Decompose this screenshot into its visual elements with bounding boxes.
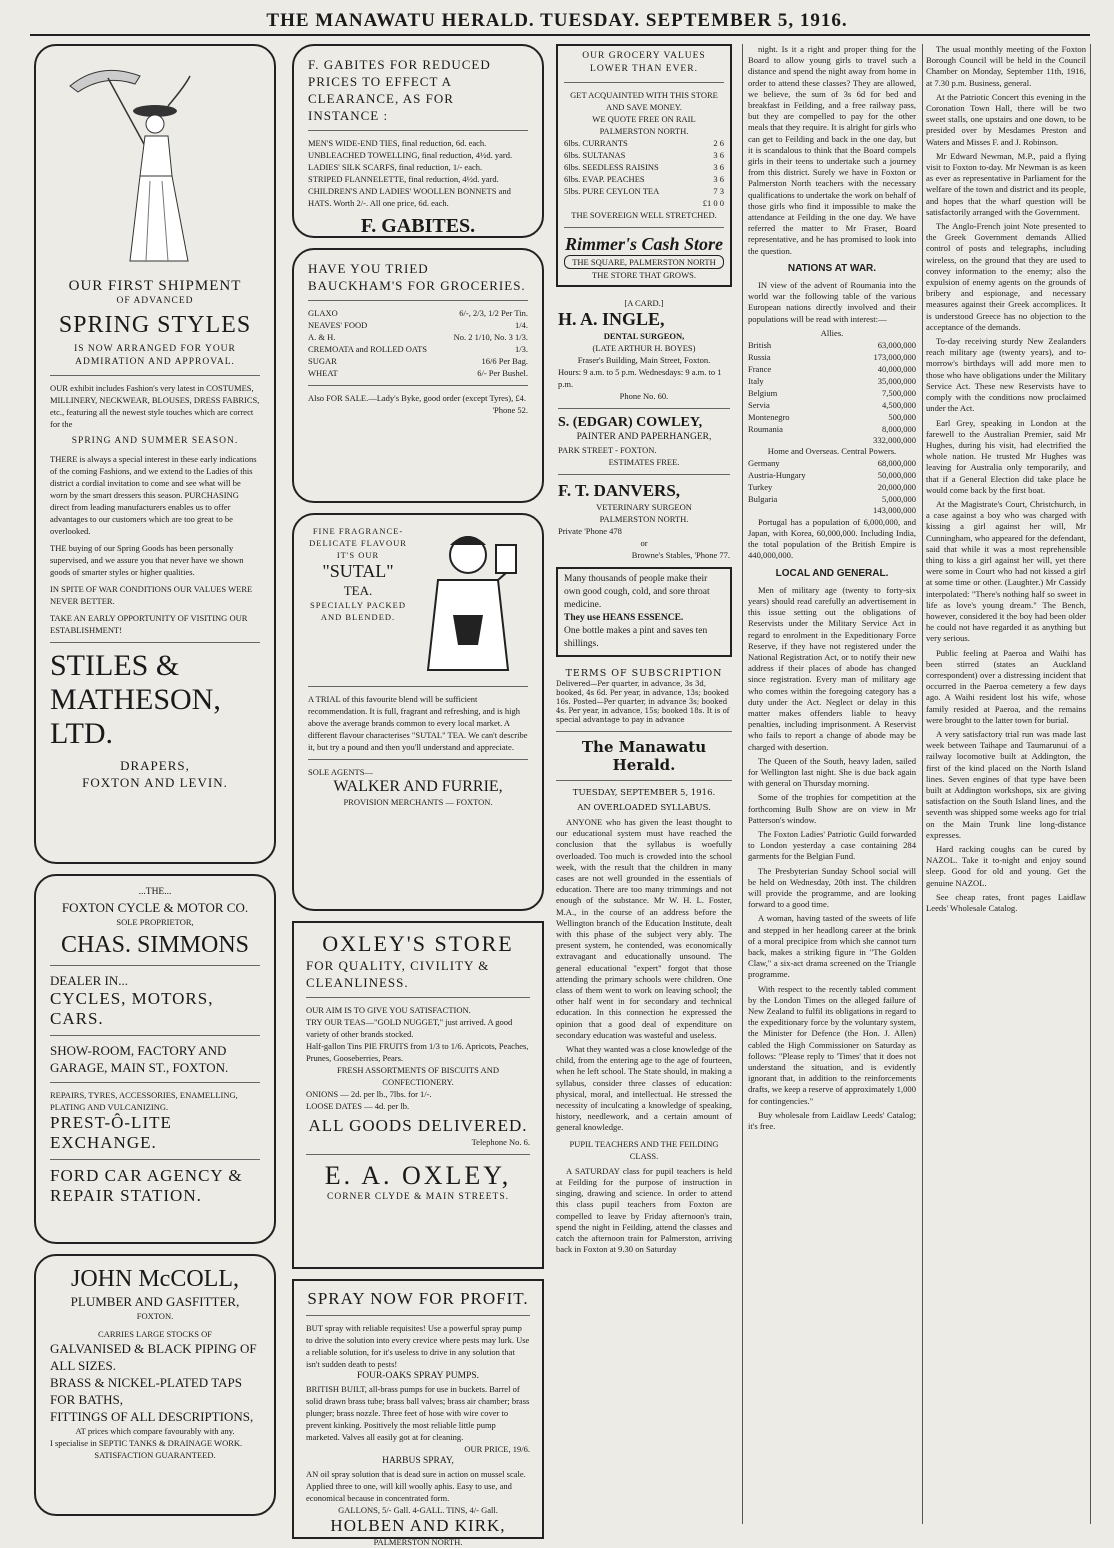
column-2 bbox=[292, 44, 544, 1547]
spray-ad bbox=[292, 1279, 544, 1547]
oxley-fruit: Half-gallon Tins PIE FRUITS from 1/3 to 1/6. Apricots, Peaches, Prunes, Gooseberries, Pears. bbox=[306, 1041, 529, 1063]
price-row bbox=[564, 137, 724, 149]
row-value: 63,000,000 bbox=[877, 340, 916, 351]
gabites-item-4: STRIPED FLANNELETTE, final reduction, 4½d. yard. bbox=[308, 174, 499, 184]
oxley-address: CORNER CLYDE & MAIN STREETS. bbox=[327, 1192, 509, 1202]
price-row bbox=[748, 469, 916, 481]
col5-para-3: Mr Edward Newman, M.P., paid a flying visit to Foxton to-day. Mr Newman is as keen as ever as representative in Parliament for the welfare of the town and district and its people, and hopes that the wharf question will be satisfactorily arranged with the Government. bbox=[926, 150, 1086, 217]
oxley-onions: ONIONS — 2d. per lb., 7lbs. for 1/-. bbox=[306, 1089, 432, 1099]
spray-pumps-heading: FOUR-OAKS SPRAY PUMPS. bbox=[356, 1371, 480, 1381]
row-value: 5,000,000 bbox=[882, 494, 916, 505]
row-label: 6lbs. SULTANAS bbox=[564, 150, 626, 160]
cycle-line-8: REPAIRS, TYRES, ACCESSORIES, ENAMELLING, PLATING AND VULCANIZING. bbox=[50, 1090, 238, 1112]
row-label: Belgium bbox=[748, 388, 778, 399]
bauckham-sale: Also FOR SALE.—Lady's Byke, good order (except Tyres), £4. bbox=[308, 393, 526, 403]
row-value: 173,000,000 bbox=[873, 352, 916, 363]
pupil-heading: PUPIL TEACHERS AND THE FEILDING CLASS. bbox=[569, 1138, 719, 1161]
ingle-hours: Hours: 9 a.m. to 5 p.m. Wednesdays: 9 a.m. to 1 p.m. bbox=[558, 367, 722, 389]
cycle-line-7: SHOW-ROOM, FACTORY AND GARAGE, MAIN ST., FOXTON. bbox=[50, 1043, 229, 1075]
sutal-tea: TEA. bbox=[343, 583, 373, 598]
column-1 bbox=[34, 44, 276, 1529]
col5-para-7: At the Magistrate's Court, Christchurch, in a case against a boy who was charged with kissing a girl against her will, Mr Cunningham, who appeared for the defendant, said that while it was a most reprehensible thing to kiss a girl against her will, yet there were some in Court who had not kissed a girl at some time or other. (Laughter.) Mr Cassidy interpolated: "There's nothing half so sweet in life as love's young dream." The Bench, however, considered it the boy had been older he could not have regarded it as anything but very serious. bbox=[926, 498, 1086, 644]
price-row bbox=[308, 367, 528, 379]
price-row bbox=[748, 423, 916, 435]
row-label: CREMOATA and ROLLED OATS bbox=[308, 344, 428, 354]
heans-essence-ad bbox=[556, 567, 732, 657]
gabites-ad bbox=[292, 44, 544, 238]
rimmers-tagline: THE STORE THAT GROWS. bbox=[592, 270, 696, 280]
row-label: WHEAT bbox=[308, 368, 338, 378]
gabites-heading: F. GABITES FOR REDUCED PRICES TO EFFECT A CLEARANCE, AS FOR INSTANCE : bbox=[308, 57, 491, 123]
row-label: 6lbs. SEEDLESS RAISINS bbox=[564, 162, 659, 172]
row-label: 5lbs. PURE CEYLON TEA bbox=[564, 186, 660, 196]
row-label: SUGAR bbox=[308, 356, 337, 366]
editorial-para-3: A SATURDAY class for pupil teachers is held at Feilding for the purpose of instruction in singing, drawing and science. In order to attend this class pupil teachers from Foxton are compelled to leave by Friday afternoon's train, spend the night in Feilding, attend the classes and catch the afternoon train for Palmerston, arriving back in Foxton at 9.30 on Saturday bbox=[556, 1165, 732, 1255]
spray-gallons: GALLONS, 5/- Gall. 4-GALL. TINS, 4/- Gall. bbox=[338, 1505, 498, 1515]
row-value: 16/6 Per Bag. bbox=[481, 356, 528, 366]
col4-para-10: With respect to the recently tabled comment by the London Times on the alleged failure of New Zealand to fulfil its obligations in regard to the expeditionary force by the voluntary system, the Minister for Defence (the Hon. J. Allen) cabled the High Commissioner on Saturday as follows: "Please reply to 'Times' that it does not understand the situation, and is evidently ignorant that, in addition to the reinforcements drafts, we keep a reserve of approximately 1,000 for contingencies." bbox=[748, 983, 916, 1106]
cycle-line-5: DEALER IN... bbox=[50, 973, 128, 988]
row-label: Montenegro bbox=[748, 412, 790, 423]
paper-date: TUESDAY, SEPTEMBER 5, 1916. bbox=[572, 788, 716, 798]
sutal-agent-firm: WALKER AND FURRIE, bbox=[333, 778, 503, 795]
spray-para-1: BUT spray with reliable requisites! Use a powerful spray pump to drive the solution into every crevice where pests may lurk. Use a reliable solution, for it's useless to drive in any solution that isn't sudden death to pests! bbox=[306, 1323, 530, 1369]
ingle-phone: Phone No. 60. bbox=[619, 391, 669, 401]
mccoll-line-10: SATISFACTION GUARANTEED. bbox=[94, 1450, 216, 1460]
mccoll-line-5: GALVANISED & BLACK PIPING OF ALL SIZES. bbox=[50, 1341, 257, 1373]
row-label: 6lbs. CURRANTS bbox=[564, 138, 628, 148]
price-row bbox=[308, 307, 528, 319]
nations-at-war-heading: NATIONS AT WAR. bbox=[787, 262, 877, 274]
col4-para-11: Buy wholesale from Laidlaw Leeds' Catalog; it's free. bbox=[748, 1109, 916, 1132]
cycle-line-2: FOXTON CYCLE & MOTOR CO. bbox=[61, 900, 249, 915]
cycle-line-10: FORD CAR AGENCY & REPAIR STATION. bbox=[50, 1166, 243, 1205]
oxley-name: E. A. OXLEY, bbox=[324, 1161, 512, 1190]
danvers-town: PALMERSTON NORTH. bbox=[599, 514, 689, 524]
cowley-estimates: ESTIMATES FREE. bbox=[608, 457, 680, 467]
sutal-line-5: SPECIALLY PACKED AND BLENDED. bbox=[310, 600, 406, 622]
row-label: Roumania bbox=[748, 424, 783, 435]
row-label: Servia bbox=[748, 400, 770, 411]
row-label: Germany bbox=[748, 458, 780, 469]
spray-firm: HOLBEN AND KIRK, bbox=[330, 1516, 506, 1535]
bauckham-heading: HAVE YOU TRIED BAUCKHAM'S FOR GROCERIES. bbox=[308, 261, 526, 293]
ingle-late: (LATE ARTHUR H. BOYES) bbox=[592, 343, 696, 353]
stiles-matheson-ad bbox=[34, 44, 276, 864]
price-row bbox=[748, 339, 916, 351]
col5-para-11: See cheap rates, front pages Laidlaw Leeds' Wholesale Catalog. bbox=[926, 891, 1086, 914]
firm-line-3: DRAPERS, bbox=[120, 758, 190, 773]
col5-para-2: At the Patriotic Concert this evening in the Coronation Town Hall, there will be two sweet stalls, one upstairs and one down, to be presided over by Mesdames Preston and Waters and Misses F. and J. Robinson. bbox=[926, 91, 1086, 147]
row-label: A. & H. bbox=[308, 332, 336, 342]
danvers-phone-1: Private 'Phone 478 bbox=[558, 526, 622, 536]
gabites-item-2: UNBLEACHED TOWELLING, final reduction, 4½d. yard. bbox=[308, 150, 513, 160]
grocery-foot: THE SOVEREIGN WELL STRETCHED. bbox=[571, 210, 717, 220]
row-value: 7,500,000 bbox=[882, 388, 916, 399]
oxley-telephone: Telephone No. 6. bbox=[471, 1137, 530, 1147]
rimmers-logo: Rimmer's Cash Store bbox=[564, 234, 724, 254]
editorial-para-2: What they wanted was a close knowledge of the child, from the entering age to the age of fourteen, when he left school. The State should, in making a syllabus, consider three classes of education: physical, moral, and intellectual. He stressed the necessity of inculcating a knowledge of speaking, history, needlework, and a certain amount of general knowledge. bbox=[556, 1044, 732, 1133]
rimmers-address: THE SQUARE, PALMERSTON NORTH bbox=[564, 255, 724, 269]
sutal-agent-address: PROVISION MERCHANTS — FOXTON. bbox=[343, 797, 493, 807]
spray-heading: SPRAY NOW FOR PROFIT. bbox=[307, 1289, 529, 1308]
ingle-name: H. A. INGLE, bbox=[558, 309, 665, 329]
price-row bbox=[564, 149, 724, 161]
col4-para-6: Some of the trophies for competition at the forthcoming Bulb Show are on view in Mr Patterson's window. bbox=[748, 792, 916, 825]
col4-para-4: Men of military age (twenty to forty-six years) should read carefully an advertisement in this issue setting out the obligations of Reservists under the Military Service Act in regard to enrolment in the Expeditionary Force Reserve, if they have not registered under the National Registration Act, or to notify their new address if their places of abode has changed since registration. Every man of military age who comes within the foregoing category has a duty under the Act. Neglect or delay in this matter makes offenders liable to heavy penalties, including imprisonment. A Reservist who fails to report a change of abode may be charged with desertion. bbox=[748, 584, 916, 752]
row-value: 20,000,000 bbox=[877, 482, 916, 493]
gabites-item-1: MEN'S WIDE-END TIES, final reduction, 6d. each. bbox=[308, 138, 487, 148]
cycle-line-1: ...THE... bbox=[138, 887, 172, 897]
allies-heading: Allies. bbox=[820, 327, 844, 338]
sutal-description: A TRIAL of this favourite blend will be sufficient recommendation. It is full, fragrant and refreshing, and is high above the average brands common to every local market. A different flavour characterises "SUTAL" TEA. We can't describe it, but try a pound and then you'll understand and appreciate. bbox=[308, 694, 528, 752]
col4-para-1: night. Is it a right and proper thing for the Board to allow young girls to travel such a distance and spend the night away from home in order to attend these classes? They are allowed, we believe, the sum of 3s 6d for bed and breakfast in Feilding, and a free railway pass, but they are compelled to pay for the other meals that they require. It is alright for girls who can get to Feilding and back in the one day, but it is scandalous to think that the Board compels girls in their teens to undertake such a journey from this district. Surely we have in Foxton or Palmerston North teachers with the necessary qualifications to undertake the work on behalf of those girls who find it impossible to make the attendance at Feilding in the one day. We have referred the matter to Mr Fraser, Board representative, and he has promised to look into the question. bbox=[748, 44, 916, 256]
danvers-phone-3: Browne's Stables, 'Phone 77. bbox=[631, 550, 730, 560]
harbus-heading: HARBUS SPRAY, bbox=[382, 1456, 454, 1466]
oxley-heading: OXLEY'S STORE bbox=[322, 931, 514, 956]
spray-para-2: BRITISH BUILT, all-brass pumps for use in buckets. Barrel of solid drawn brass tube; brass ball valves; brass air chamber; brass plunger; brass nozzle. Three feet of hose with wire cover to prevent kinking. Positively the most reliable little pump marketed. Valves all easily got at for cleaning. bbox=[306, 1384, 530, 1442]
price-row bbox=[308, 331, 528, 343]
grocery-para-1: GET ACQUAINTED WITH THIS STORE AND SAVE MONEY. bbox=[570, 90, 718, 112]
oxley-slogan: FOR QUALITY, CIVILITY & CLEANLINESS. bbox=[306, 958, 490, 990]
firm-line-1: STILES & bbox=[50, 649, 180, 682]
sutal-line-2: IT'S OUR bbox=[336, 550, 380, 560]
row-value: 1/3. bbox=[515, 344, 528, 354]
column-5-text-body bbox=[926, 44, 1086, 1529]
mccoll-line-4: CARRIES LARGE STOCKS OF bbox=[98, 1329, 212, 1339]
gabites-item-3: LADIES' SILK SCARFS, final reduction, 1/- each. bbox=[308, 162, 483, 172]
cycle-line-6: CYCLES, MOTORS, CARS. bbox=[50, 989, 214, 1028]
row-value: 4,500,000 bbox=[882, 400, 916, 411]
allies-table bbox=[748, 339, 916, 435]
row-value: 6/-, 2/3, 1/2 Per Tin. bbox=[459, 308, 528, 318]
local-general-heading: LOCAL AND GENERAL. bbox=[775, 567, 889, 579]
spring-para-5: IN SPITE OF WAR CONDITIONS OUR VALUES WERE NEVER BETTER. bbox=[50, 584, 253, 606]
mccoll-ad bbox=[34, 1254, 276, 1516]
ingle-title: DENTAL SURGEON, bbox=[603, 331, 685, 341]
row-label: 6lbs. EVAP. PEACHES bbox=[564, 174, 645, 184]
row-label: Russia bbox=[748, 352, 771, 363]
grocery-total: £1 0 0 bbox=[702, 198, 724, 208]
terms-heading: TERMS OF SUBSCRIPTION bbox=[565, 668, 723, 679]
row-value: 3 6 bbox=[713, 174, 724, 184]
price-row bbox=[308, 319, 528, 331]
row-value: 35,000,000 bbox=[877, 376, 916, 387]
grocery-heading: OUR GROCERY VALUES LOWER THAN EVER. bbox=[582, 51, 706, 74]
firm-line-2: MATHESON, LTD. bbox=[50, 683, 221, 750]
row-label: NEAVES' FOOD bbox=[308, 320, 368, 330]
row-label: Italy bbox=[748, 376, 764, 387]
bauckham-ad bbox=[292, 248, 544, 503]
oxley-store-ad bbox=[292, 921, 544, 1269]
danvers-title: VETERINARY SURGEON bbox=[596, 502, 692, 512]
bauckham-phone: 'Phone 52. bbox=[492, 405, 528, 415]
sutal-tea-ad bbox=[292, 513, 544, 911]
col4-para-9: A woman, having tasted of the sweets of life and stepped in her headlong career at the brink of a moral precipice from which she cannot turn back, makes a striking figure in "The Golden Claw," a six-act drama screened on the Triangle programme. bbox=[748, 913, 916, 980]
fashion-illustration bbox=[50, 56, 260, 266]
oxley-fresh: FRESH ASSORTMENTS OF BISCUITS AND CONFECTIONERY. bbox=[337, 1065, 499, 1087]
editorial-body bbox=[556, 817, 732, 1255]
row-value: 50,000,000 bbox=[877, 470, 916, 481]
editorial-heading: AN OVERLOADED SYLLABUS. bbox=[577, 803, 711, 813]
row-label: France bbox=[748, 364, 772, 375]
spray-address: PALMERSTON NORTH. bbox=[373, 1537, 463, 1547]
central-heading: Home and Overseas. Central Powers. bbox=[767, 446, 897, 457]
row-label: Austria-Hungary bbox=[748, 470, 806, 481]
central-total: 143,000,000 bbox=[873, 505, 916, 516]
spray-para-3: AN oil spray solution that is dead sure in action on mussel scale. Applied three to one, will kill woolly aphis. Easy to use, and economical because in concentrated form. bbox=[306, 1469, 526, 1503]
cycle-proprietor: CHAS. SIMMONS bbox=[60, 932, 250, 958]
masthead: THE MANAWATU HERALD. TUESDAY. SEPTEMBER 5, 1916. bbox=[266, 10, 848, 31]
mccoll-name: JOHN McCOLL, bbox=[71, 1266, 239, 1292]
spring-line-5: ADMIRATION AND APPROVAL. bbox=[75, 357, 235, 367]
col5-para-9: A very satisfactory trial run was made last week between Taihape and Taumarunui of a railway locomotive built at Addington, the first of the kind placed on the North Island lines. Seven engines of that type have been built at Addington workshops, six are giving satisfaction on the South Island lines, and the seventh was shipped some weeks ago for trial on the Main Trunk line long-distance expresses. bbox=[926, 728, 1086, 840]
central-table bbox=[748, 457, 916, 505]
ingle-card-label: [A CARD.] bbox=[624, 298, 664, 308]
spring-para-6: TAKE AN EARLY OPPORTUNITY OF VISITING OUR ESTABLISHMENT! bbox=[50, 613, 248, 635]
tea-figure-illustration bbox=[408, 525, 528, 680]
cycle-line-9: PREST-Ô-LITE EXCHANGE. bbox=[50, 1113, 172, 1152]
ingle-address: Fraser's Building, Main Street, Foxton. bbox=[577, 355, 711, 365]
mccoll-line-9: I specialise in SEPTIC TANKS & DRAINAGE WORK. bbox=[50, 1438, 243, 1448]
row-label: British bbox=[748, 340, 772, 351]
cowley-name: S. (EDGAR) COWLEY, bbox=[558, 415, 703, 430]
bauckham-price-list bbox=[308, 307, 528, 379]
row-value: 2 6 bbox=[713, 138, 724, 148]
price-row bbox=[748, 411, 916, 423]
spring-season: SPRING AND SUMMER SEASON. bbox=[71, 436, 239, 446]
firm-line-4: FOXTON AND LEVIN. bbox=[82, 775, 228, 790]
mccoll-line-8: AT prices which compare favourably with any. bbox=[75, 1426, 235, 1436]
spring-styles-heading: SPRING STYLES bbox=[58, 312, 252, 338]
heans-line-3: One bottle makes a pint and saves ten shillings. bbox=[564, 626, 708, 649]
spring-line-2: OF ADVANCED bbox=[116, 296, 194, 306]
col5-para-4: The Anglo-French joint Note presented to the Greek Government demands Allied control of posts and telegraphs, including wireless, on the ground that they are used to convey information to the enemy; also the expulsion of enemy agents on the grounds of bribery and espionage, and necessary measures against their Greek accomplices. It is understood Greece has no objection to the acceptance of the demands. bbox=[926, 221, 1086, 332]
row-label: Turkey bbox=[748, 482, 773, 493]
danvers-name: F. T. DANVERS, bbox=[558, 481, 681, 500]
heans-line-2: They use HEANS ESSENCE. bbox=[564, 613, 684, 623]
col5-para-10: Hard racking coughs can be cured by NAZOL. Take it to-night and enjoy sound sleep. Good for old and young. Get the genuine NAZOL. bbox=[926, 844, 1086, 888]
col5-para-6: Earl Grey, speaking in London at the farewell to the Australian Premier, said Mr Hughes, during his visit, had electrified the whole nation. He trusted Mr Hughes was leaving for Australia only temporarily, and that if a General Election did take place he would come back by the first boat. bbox=[926, 417, 1086, 495]
column-4 bbox=[748, 44, 916, 1529]
row-value: 500,000 bbox=[888, 412, 916, 423]
price-row bbox=[564, 173, 724, 185]
grocery-price-list bbox=[564, 137, 724, 197]
row-value: 40,000,000 bbox=[877, 364, 916, 375]
mccoll-line-7: FITTINGS OF ALL DESCRIPTIONS, bbox=[50, 1409, 254, 1424]
row-value: 68,000,000 bbox=[877, 458, 916, 469]
editorial-para-1: ANYONE who has given the least thought to our educational system must have reached the conclusion that the syllabus is woefully overloaded. Too much is crowded into the school week, with the result that the children in many cases are not well grounded in the essentials of education. There are too many trimmings and not enough of the substance. Mr W. H. L. Foster, M.A., in the course of an address before the Wellington branch of the Education Institute, dealt with this phase of the subject very ably. The present system, he contended, was economically extravagant and educationally unsound. The general educational "expert" forgot that those attending the primary schools were children. One class of them went to work on leaving school; the other half went in for secondary and technical education. In this connection he expressed the opinion that a good deal of expenditure on secondary education was wasteful and useless. bbox=[556, 817, 732, 1040]
oxley-delivered: ALL GOODS DELIVERED. bbox=[308, 1116, 528, 1135]
col5-para-8: Public feeling at Paeroa and Waihi has been stirred (states an Auckland correspondent) over a distressing incident that occurred in the Paeroa cemetery a few days ago. A Waihi resident lost his wife, whose family resided at Paeroa, and the remains were brought to the latter town for burial. bbox=[926, 647, 1086, 725]
sutal-line-1: FINE FRAGRANCE-DELICATE FLAVOUR bbox=[309, 526, 407, 548]
row-value: 3 6 bbox=[713, 150, 724, 160]
allies-total: 332,000,000 bbox=[873, 435, 916, 446]
mccoll-line-2: PLUMBER AND GASFITTER, bbox=[70, 1294, 240, 1309]
price-row bbox=[748, 493, 916, 505]
cowley-trade: PAINTER AND PAPERHANGER, bbox=[576, 432, 712, 442]
sutal-name: "SUTAL" bbox=[322, 561, 394, 581]
col4-para-8: The Presbyterian Sunday School social will be held on Wednesday, 20th inst. The children will provide the programme, and are looking forward to a good time. bbox=[748, 865, 916, 910]
row-label: GLAXO bbox=[308, 308, 338, 318]
terms-text: Delivered—Per quarter, in advance, 3s 3d, booked, 4s 6d. Per year, in advance, 13s; booked 16s. Posted—Per quarter, in advance 3s; booked 4s. Per year, in advance, 15s; booked 18s. It is of special advantage to pay in advance bbox=[556, 680, 730, 724]
mccoll-line-3: FOXTON. bbox=[136, 1311, 174, 1321]
price-row bbox=[748, 481, 916, 493]
spring-line-1: OUR FIRST SHIPMENT bbox=[68, 278, 242, 294]
heans-line-1: Many thousands of people make their own good cough, cold, and sore throat medicine. bbox=[564, 574, 710, 610]
row-value: 6/- Per Bushel. bbox=[477, 368, 528, 378]
price-row bbox=[748, 351, 916, 363]
price-row bbox=[748, 387, 916, 399]
grocery-values-ad bbox=[556, 44, 732, 287]
paper-title: The Manawatu Herald. bbox=[581, 738, 707, 774]
col5-para-1: The usual monthly meeting of the Foxton Borough Council will be held in the Council Chamber on Monday, September 11th, 1916, at 7.30 p.m. Business, general. bbox=[926, 44, 1086, 88]
col4-para-5: The Queen of the South, heavy laden, sailed for Wellington last night. She is due back again with general on Thursday morning. bbox=[748, 755, 916, 789]
cowley-address: PARK STREET - FOXTON. bbox=[558, 445, 657, 455]
col5-para-5: To-day receiving sturdy New Zealanders reach military age (twenty years), and to-morrow's birthdays will add more men to those who have obligations under the Military Service Act. These new Reservists have to comply with the conditions now proclaimed under the Act. bbox=[926, 336, 1086, 414]
grocery-para-2: WE QUOTE FREE ON RAIL PALMERSTON NORTH. bbox=[592, 114, 696, 136]
price-row bbox=[748, 363, 916, 375]
price-row bbox=[748, 399, 916, 411]
price-row bbox=[564, 161, 724, 173]
gabites-item-5: CHILDREN'S AND LADIES' WOOLLEN BONNETS and HATS. Worth 2/-. All one price, 6d. each. bbox=[308, 186, 511, 208]
foxton-cycle-ad bbox=[34, 874, 276, 1244]
spray-price: OUR PRICE, 19/6. bbox=[464, 1444, 530, 1454]
row-label: Bulgaria bbox=[748, 494, 778, 505]
row-value: No. 2 1/10, No. 3 1/3. bbox=[453, 332, 528, 342]
mccoll-line-6: BRASS & NICKEL-PLATED TAPS FOR BATHS, bbox=[50, 1375, 242, 1407]
spring-para-4: THE buying of our Spring Goods has been personally supervised, and we assure you that never have we shown goods of smarter styles or higher qualities. bbox=[50, 543, 244, 577]
spring-para-1: OUR exhibit includes Fashion's very latest in COSTUMES, MILLINERY, NECKWEAR, BLOUSES, DRESS FABRICS, etc., featuring all the newest style touches which are correct for the bbox=[50, 383, 260, 429]
oxley-aim: OUR AIM IS TO GIVE YOU SATISFACTION. bbox=[306, 1005, 471, 1015]
danvers-phone-2: or bbox=[640, 538, 648, 548]
price-row bbox=[308, 343, 528, 355]
gabites-name: F. GABITES. bbox=[360, 215, 476, 237]
row-value: 3 6 bbox=[713, 162, 724, 172]
oxley-tea: TRY OUR TEAS—"GOLD NUGGET," just arrived. A good variety of other brands stocked. bbox=[306, 1017, 513, 1039]
spring-line-4: IS NOW ARRANGED FOR YOUR bbox=[74, 344, 236, 354]
oxley-dates: LOOSE DATES — 4d. per lb. bbox=[306, 1101, 410, 1111]
sutal-agents-label: SOLE AGENTS— bbox=[308, 767, 373, 777]
column-3 bbox=[556, 44, 732, 1529]
col4-para-3: Portugal has a population of 6,000,000, and Japan, with Korea, 60,000,000. Including India, the total population of the British Empire is 440,000,000. bbox=[748, 516, 916, 561]
row-value: 7 3 bbox=[713, 186, 724, 196]
row-value: 1/4. bbox=[515, 320, 528, 330]
col4-para-7: The Foxton Ladies' Patriotic Guild forwarded to London yesterday a case containing 284 garments for the Belgian Fund. bbox=[748, 828, 916, 862]
price-row bbox=[564, 185, 724, 197]
cycle-line-3: SOLE PROPRIETOR, bbox=[116, 917, 194, 927]
price-row bbox=[748, 375, 916, 387]
col4-para-2: IN view of the advent of Roumania into the world war the following table of the various European nations directly involved and their populations will be read with interest:— bbox=[748, 280, 916, 324]
ingle-card bbox=[556, 297, 732, 561]
row-value: 8,000,000 bbox=[882, 424, 916, 435]
price-row bbox=[748, 457, 916, 469]
masthead-rule bbox=[30, 34, 1090, 36]
price-row bbox=[308, 355, 528, 367]
spring-para-3: THERE is always a special interest in these early indications of the coming Fashions, and we extend to the Ladies of this district a cordial invitation to come and see what will be worn by the smart dressers this season. PURCHASING direct from leading manufacturers enables us to offer advantages to our customers which are too great to be overlooked. bbox=[50, 454, 257, 536]
